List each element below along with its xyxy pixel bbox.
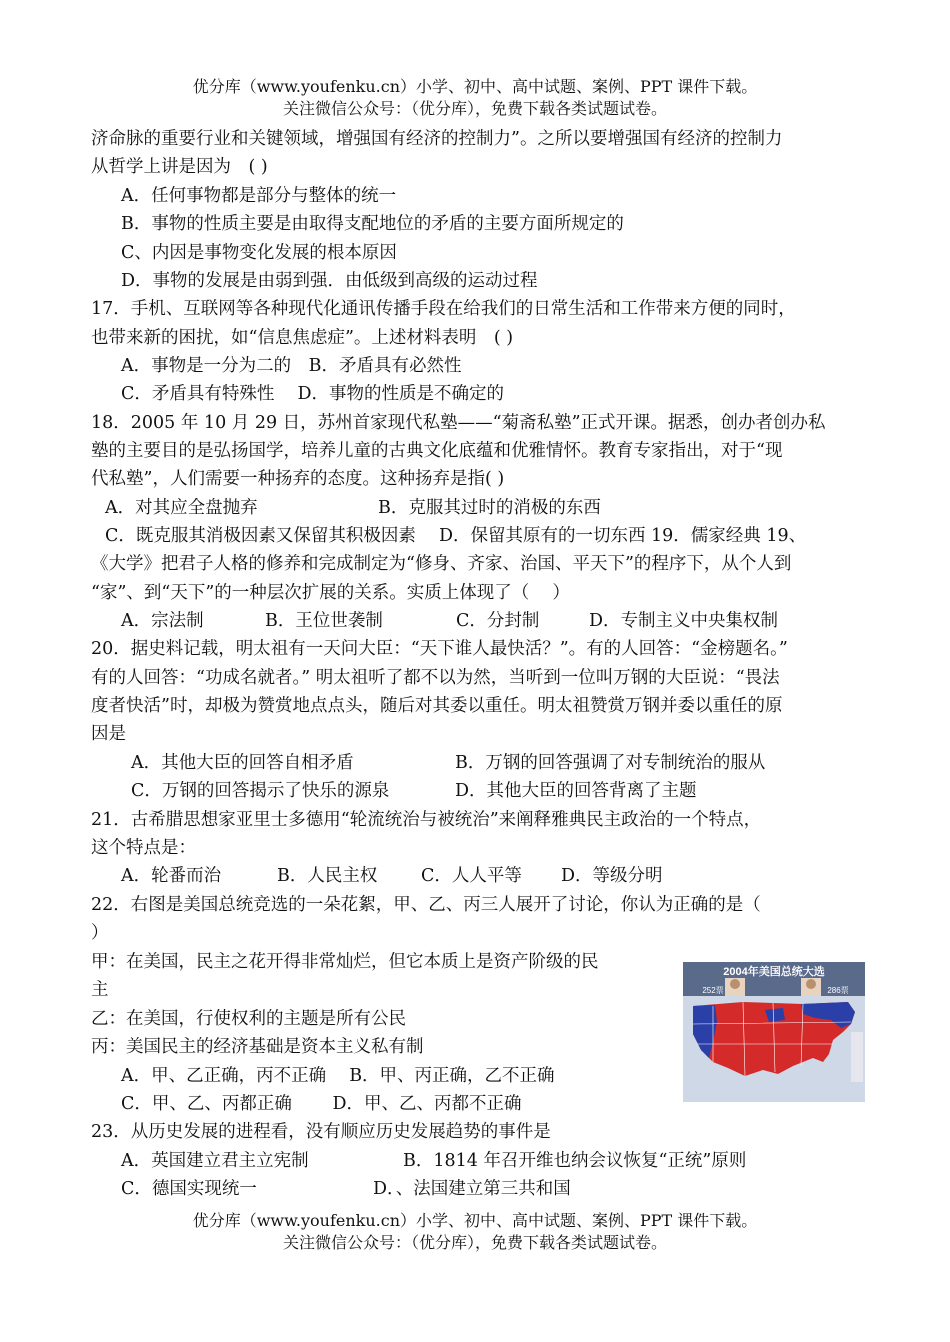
q18-stem-line-3: 代私塾”，人们需要一种扬弃的态度。这种扬弃是指( ) [91,469,505,489]
q20-stem-line-4: 因是 [91,724,126,744]
q18-stem-line-1: 18．2005 年 10 月 29 日，苏州首家现代私塾——“菊斋私塾”正式开课。据悉，创办者创办私 [91,413,826,433]
q18-options-cd: C．既克服其消极因素又保留其积极因素 D．保留其原有的一切东西 19．儒家经典 19、 [105,526,807,546]
q22-statement-jia-line-1: 甲：在美国，民主之花开得非常灿烂，但它本质上是资产阶级的民 [91,952,599,972]
q21-stem-line-1: 21．古希腊思想家亚里士多德用“轮流统治与被统治”来阐释雅典民主政治的一个特点， [91,810,762,830]
q20-stem-line-3: 度者快活”时，却极为赞赏地点点头，随后对其委以重任。明太祖赞赏万钢并委以重任的原 [91,696,783,716]
q23-option-c: C．德国实现统一 [121,1179,257,1199]
header-line-1: 优分库（www.youfenku.cn）小学、初中、高中试题、案例、PPT 课件下载。 [192,77,758,96]
q21-option-b: B．人民主权 [277,866,378,886]
q16-stem-line-1: 济命脉的重要行业和关键领域，增强国有经济的控制力”。之所以要增强国有经济的控制力 [91,129,783,149]
q20-option-c: C．万钢的回答揭示了快乐的源泉 [131,781,390,801]
q16-option-c: C、内因是事物变化发展的根本原因 [121,243,397,263]
q17-stem-line-1: 17．手机、互联网等各种现代化通讯传播手段在给我们的日常生活和工作带来方便的同时， [91,299,796,319]
candidate-right-face [806,979,816,989]
q21-option-d: D．等级分明 [561,866,663,886]
q18-option-b: B．克服其过时的消极的东西 [378,498,601,518]
q22-options-ab: A．甲、乙正确，丙不正确 B．甲、丙正确，乙不正确 [121,1066,555,1086]
q16-option-a: A．任何事物都是部分与整体的统一 [121,186,397,206]
q20-option-b: B．万钢的回答强调了对专制统治的服从 [455,753,766,773]
q21-option-c: C．人人平等 [421,866,522,886]
q17-options-ab: A．事物是一分为二的 B．矛盾具有必然性 [121,356,462,376]
votes-left: 252票 [702,986,724,995]
q17-options-cd: C．矛盾具有特殊性 D．事物的性质是不确定的 [121,384,504,404]
q23-option-b: B．1814 年召开维也纳会议恢复“正统”原则 [403,1151,747,1171]
figure-side-legend [851,1032,863,1082]
q18-option-a: A．对其应全盘抛弃 [105,498,258,518]
q18-stem-line-2: 塾的主要目的是弘扬国学，培养儿童的古典文化底蕴和优雅情怀。教育专家指出，对于“现 [91,441,783,461]
q22-options-cd: C．甲、乙、丙都正确 D．甲、乙、丙都不正确 [121,1094,522,1114]
q16-stem-line-2: 从哲学上讲是因为 ( ) [91,157,268,177]
q22-statement-bing: 丙：美国民主的经济基础是资本主义私有制 [91,1037,424,1057]
candidate-left-face [730,979,740,989]
q22-stem-line-2: ） [91,923,109,943]
q22-stem-line-1: 22．右图是美国总统竞选的一朵花絮，甲、乙、丙三人展开了讨论，你认为正确的是（ [91,895,761,915]
q23-stem: 23．从历史发展的进程看，没有顺应历史发展趋势的事件是 [91,1122,551,1142]
q20-stem-line-1: 20．据史料记载，明太祖有一天问大臣：“天下谁人最快活？”。有的人回答：“金榜题名。” [91,639,788,659]
q19-option-d: D．专制主义中央集权制 [589,611,779,631]
q19-option-a: A．宗法制 [121,611,204,631]
q16-option-d: D．事物的发展是由弱到强．由低级到高级的运动过程 [121,271,538,291]
q20-stem-line-2: 有的人回答：“功成名就者。” 明太祖听了都不以为然，当听到一位叫万钢的大臣说：“畏法 [91,668,780,688]
q21-option-a: A．轮番而治 [121,866,222,886]
q21-options [121,862,721,890]
q19-options [121,607,821,635]
q19-stem-line-1: 《大学》把君子人格的修养和完成制定为“修身、齐家、治国、平天下”的程序下，从个人到 [91,554,792,574]
votes-right: 286票 [827,986,849,995]
footer-line-2: 关注微信公众号：（优分库），免费下载各类试题试卷。 [282,1233,667,1252]
q21-stem-line-2: 这个特点是： [91,838,196,858]
q19-option-c: C．分封制 [456,611,540,631]
q19-option-b: B．王位世袭制 [265,611,383,631]
q23-option-d: D．、法国建立第三共和国 [373,1179,571,1199]
election-map-svg [683,962,865,1102]
header-line-2: 关注微信公众号：（优分库），免费下载各类试题试卷。 [282,99,667,118]
q20-option-a: A．其他大臣的回答自相矛盾 [131,753,354,773]
q19-stem-line-2: “家”、到“天下”的一种层次扩展的关系。实质上体现了（ ） [91,583,570,603]
q20-option-d: D．其他大臣的回答背离了主题 [455,781,697,801]
q17-stem-line-2: 也带来新的困扰，如“信息焦虑症”。上述材料表明 ( ) [91,328,514,348]
election-map-figure [683,962,865,1102]
q23-option-a: A．英国建立君主立宪制 [121,1151,309,1171]
q16-option-b: B．事物的性质主要是由取得支配地位的矛盾的主要方面所规定的 [121,214,624,234]
q22-statement-jia-line-2: 主 [91,980,109,1000]
figure-title: 2004年美国总统大选 [723,966,825,978]
footer-line-1: 优分库（www.youfenku.cn）小学、初中、高中试题、案例、PPT 课件下载。 [192,1211,758,1230]
q22-statement-yi: 乙：在美国，行使权利的主题是所有公民 [91,1009,406,1029]
